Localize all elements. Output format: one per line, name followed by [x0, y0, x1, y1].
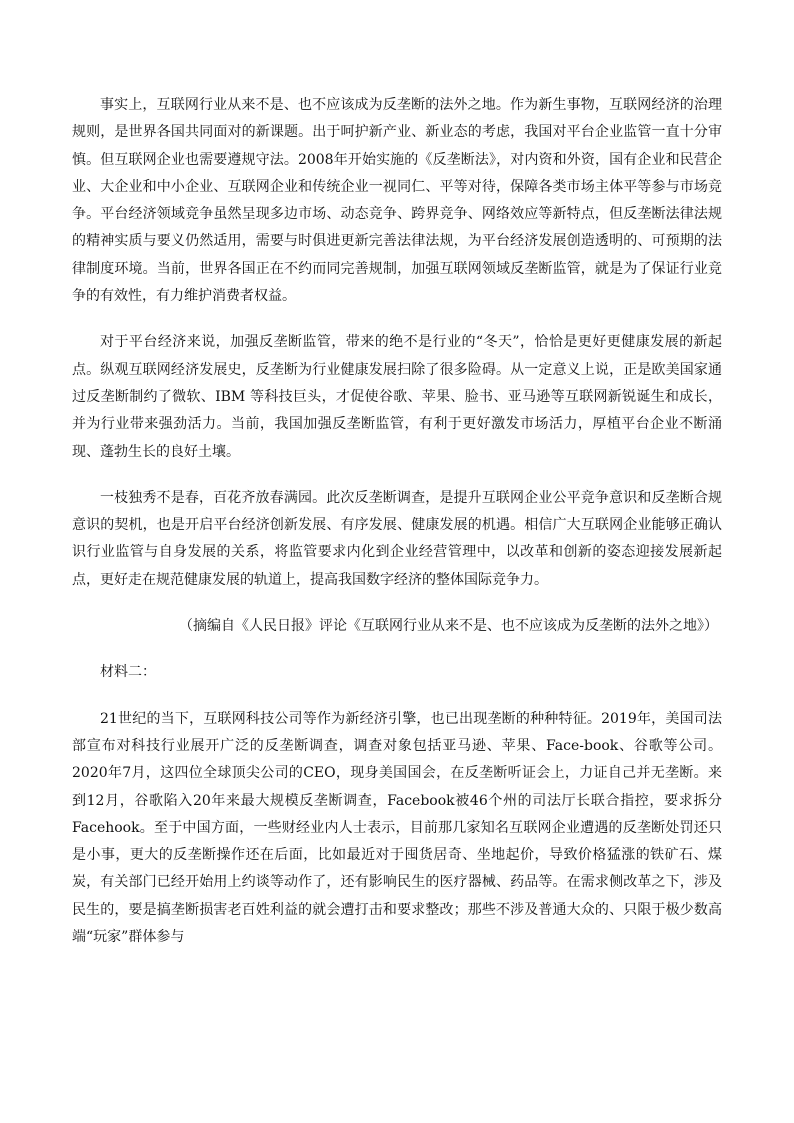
material1-source-citation: （摘编自《人民日报》评论《互联网行业从来不是、也不应该成为反垄断的法外之地》）	[179, 618, 718, 635]
document-page	[72, 92, 722, 951]
material2-heading: 材料二：	[100, 664, 156, 681]
material1-paragraph-3: 一枝独秀不是春，百花齐放春满园。此次反垄断调查，是提升互联网企业公平竞争意识和反垄断合规意识的契机，也是开启平台经济创新发展、有序发展、健康发展的机遇。相信广大互联网企业能够正确认识行业监管与自身发展的关系，将监管要求内化到企业经营管理中，以改革和创新的姿态迎接发展新起点，更好走在规范健康发展的轨道上，提高我国数字经济的整体国际竞争力。	[72, 489, 722, 588]
material1-paragraph-1: 事实上，互联网行业从来不是、也不应该成为反垄断的法外之地。作为新生事物，互联网经济的治理规则，是世界各国共同面对的新课题。出于呵护新产业、新业态的考虑，我国对平台企业监管一直十分审慎。但互联网企业也需要遵规守法。2008年开始实施的《反垄断法》，对内资和外资，国有企业和民营企业、大企业和中小企业、互联网企业和传统企业一视同仁、平等对待，保障各类市场主体平等参与市场竞争。平台经济领域竞争虽然呈现多边市场、动态竞争、跨界竞争、网络效应等新特点，但反垄断法律法规的精神实质与要义仍然适用，需要与时俱进更新完善法律法规，为平台经济发展创造透明的、可预期的法律制度环境。当前，世界各国正在不约而同完善规制，加强互联网领域反垄断监管，就是为了保证行业竞争的有效性，有力维护消费者权益。	[72, 97, 722, 305]
material1-paragraph-2: 对于平台经济来说，加强反垄断监管，带来的绝不是行业的“冬天”，恰恰是更好更健康发展的新起点。纵观互联网经济发展史，反垄断为行业健康发展扫除了很多险碍。从一定意义上说，正是欧美国家通过反垄断制约了微软、IBM 等科技巨头，才促使谷歌、苹果、脸书、亚马逊等互联网新锐诞生和成长，并为行业带来强劲活力。当前，我国加强反垄断监管，有利于更好激发市场活力，厚植平台企业不断涌现、蓬勃生长的良好土壤。	[72, 334, 722, 460]
material2-paragraph-1: 21世纪的当下，互联网科技公司等作为新经济引擎，也已出现垄断的种种特征。2019年，美国司法部宣布对科技行业展开广泛的反垄断调查，调查对象包括亚马逊、苹果、Face-book、谷歌等公司。2020年7月，这四位全球顶尖公司的CEO，现身美国国会，在反垄断听证会上，力证自己并无垄断。来到12月，谷歌陷入20年来最大规模反垄断调查，Facebook被46个州的司法厅长联合指控，要求拆分Facehook。至于中国方面，一些财经业内人士表示，目前那几家知名互联网企业遭遇的反垄断处罚还只是小事，更大的反垄断操作还在后面，比如最近对于囤货居奇、坐地起价，导致价格猛涨的铁矿石、煤炭，有关部门已经开始用上约谈等动作了，还有影响民生的医疗器械、药品等。在需求侧改革之下，涉及民生的，要是搞垄断损害老百姓利益的就会遭打击和要求整改；那些不涉及普通大众的、只限于极少数高端“玩家”群体参与	[72, 710, 722, 946]
